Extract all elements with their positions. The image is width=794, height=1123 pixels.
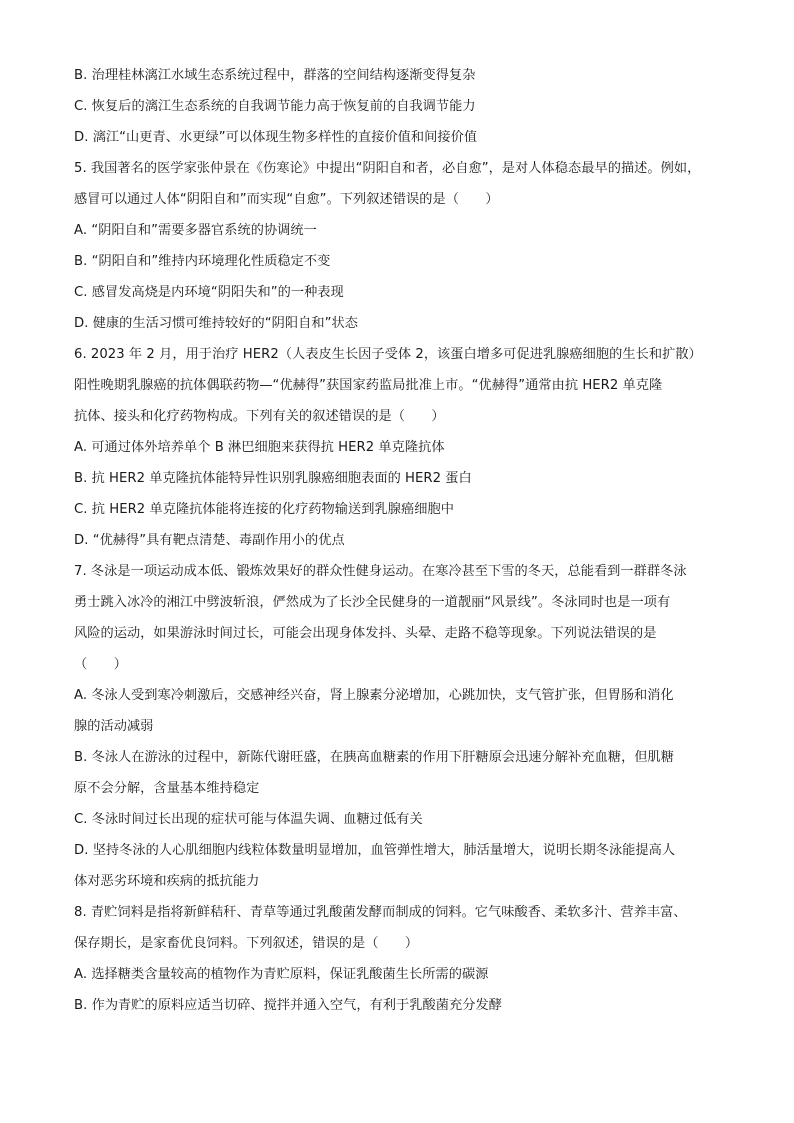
option-a-q5: A. “阴阳自和”需要多器官系统的协调统一 <box>74 223 317 238</box>
option-b-q8: B. 作为青贮的原料应适当切碎、搅拌并通入空气，有利于乳酸菌充分发酵 <box>74 998 502 1013</box>
option-b-q7-line-1: B. 冬泳人在游泳的过程中，新陈代谢旺盛，在胰高血糖素的作用下肝糖原会迅速分解补充血糖，但肌糖 <box>74 750 675 765</box>
option-d-q4: D. 漓江“山更青、水更绿”可以体现生物多样性的直接价值和间接价值 <box>74 130 478 145</box>
question-5-stem-line-1: 5. 我国著名的医学家张仲景在《伤寒论》中提出“阴阳自和者，必自愈”，是对人体稳态最早的描述。例如， <box>74 161 701 176</box>
question-6-stem-line-3: 抗体、接头和化疗药物构成。下列有关的叙述错误的是（ ） <box>74 409 445 424</box>
question-7-stem-line-2: 勇士跳入冰冷的湘江中劈波斩浪，俨然成为了长沙全民健身的一道靓丽“风景线”。冬泳同时也是一项有 <box>74 595 671 610</box>
option-b-q5: B. “阴阳自和”维持内环境理化性质稳定不变 <box>74 254 331 269</box>
question-5-stem-line-2: 感冒可以通过人体“阴阳自和”而实现“自愈”。下列叙述错误的是（ ） <box>74 192 499 207</box>
option-b-q7-line-2: 原不会分解，含量基本维持稳定 <box>74 781 260 796</box>
question-7-answer-paren: （ ） <box>74 657 127 672</box>
option-a-q7-line-2: 腺的活动减弱 <box>74 719 154 734</box>
question-6-stem-line-1: 6. 2023 年 2 月，用于治疗 HER2（人表皮生长因子受体 2，该蛋白增多可促进乳腺癌细胞的生长和扩散） <box>74 347 702 362</box>
option-d-q6: D. “优赫得”具有靶点清楚、毒副作用小的优点 <box>74 533 345 548</box>
option-a-q7-line-1: A. 冬泳人受到寒冷刺激后，交感神经兴奋，肾上腺素分泌增加，心跳加快，支气管扩张，但胃肠和消化 <box>74 688 674 703</box>
option-c-q5: C. 感冒发高烧是内环境“阴阳失和”的一种表现 <box>74 285 344 300</box>
option-b-q4: B. 治理桂林漓江水域生态系统过程中，群落的空间结构逐渐变得复杂 <box>74 68 476 83</box>
question-8-stem-line-2: 保存期长，是家畜优良饲料。下列叙述，错误的是（ ） <box>74 936 419 951</box>
option-b-q6: B. 抗 HER2 单克隆抗体能特异性识别乳腺癌细胞表面的 HER2 蛋白 <box>74 471 472 486</box>
option-c-q4: C. 恢复后的漓江生态系统的自我调节能力高于恢复前的自我调节能力 <box>74 99 476 114</box>
question-7-stem-line-1: 7. 冬泳是一项运动成本低、锻炼效果好的群众性健身运动。在寒冷甚至下雪的冬天，总能看到一群群冬泳 <box>74 564 687 579</box>
option-a-q6: A. 可通过体外培养单个 B 淋巴细胞来获得抗 HER2 单克隆抗体 <box>74 440 445 455</box>
question-7-stem-line-3: 风险的运动，如果游泳时间过长，可能会出现身体发抖、头晕、走路不稳等现象。下列说法错误的是 <box>74 626 657 641</box>
option-c-q7: C. 冬泳时间过长出现的症状可能与体温失调、血糖过低有关 <box>74 812 423 827</box>
question-6-stem-line-2: 阳性晚期乳腺癌的抗体偶联药物—“优赫得”获国家药监局批准上市。“优赫得”通常由抗 HER2 单克隆 <box>74 378 663 393</box>
question-8-stem-line-1: 8. 青贮饲料是指将新鲜秸秆、青草等通过乳酸菌发酵而制成的饲料。它气味酸香、柔软多汁、营养丰富、 <box>74 905 687 920</box>
option-d-q5: D. 健康的生活习惯可维持较好的“阴阳自和”状态 <box>74 316 358 331</box>
option-d-q7-line-1: D. 坚持冬泳的人心肌细胞内线粒体数量明显增加，血管弹性增大，肺活量增大，说明长期冬泳能提高人 <box>74 843 676 858</box>
option-a-q8: A. 选择糖类含量较高的植物作为青贮原料，保证乳酸菌生长所需的碳源 <box>74 967 489 982</box>
option-d-q7-line-2: 体对恶劣环境和疾病的抵抗能力 <box>74 874 260 889</box>
option-c-q6: C. 抗 HER2 单克隆抗体能将连接的化疗药物输送到乳腺癌细胞中 <box>74 502 454 517</box>
